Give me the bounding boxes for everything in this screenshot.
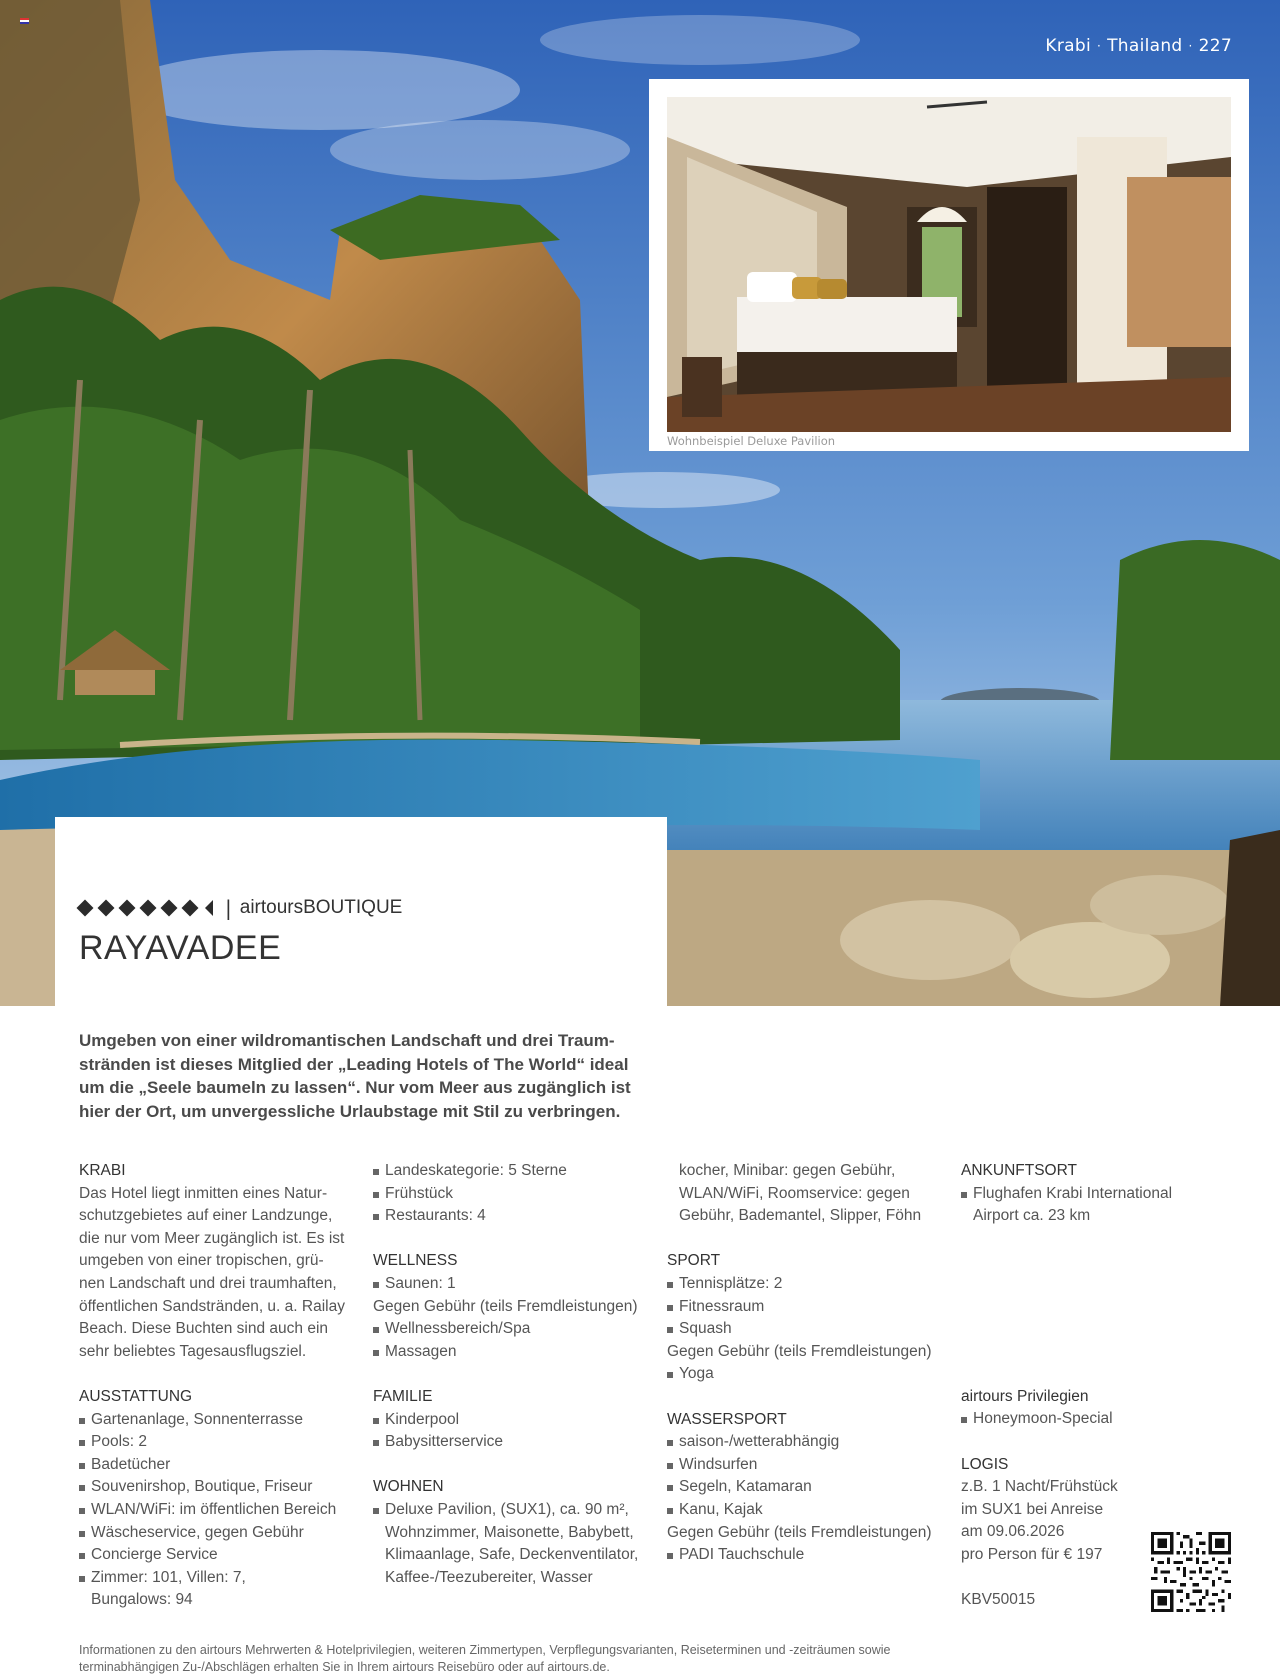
krabi-line: Beach. Diese Buchten sind auch ein xyxy=(79,1320,329,1338)
intro-line: um die „Seele baumeln zu lassen“. Nur vom Meer aus zugänglich ist xyxy=(79,1078,631,1097)
section-heading-wellness: WELLNESS xyxy=(373,1252,458,1270)
sport-list xyxy=(667,1273,947,1341)
rating-diamond-icon xyxy=(77,900,94,917)
krabi-line: nen Landschaft und drei traumhaften, xyxy=(79,1274,337,1292)
wellness-list xyxy=(373,1273,653,1296)
column-2 xyxy=(373,1160,653,1589)
list-item: Wellnessbereich/Spa xyxy=(373,1318,653,1341)
list-item: Saunen: 1 xyxy=(373,1273,653,1296)
rating-diamond-icon xyxy=(119,900,136,917)
krabi-line: umgeben von einer tropischen, grü- xyxy=(79,1252,324,1270)
rating-diamond-icon xyxy=(140,900,157,917)
krabi-line: sehr beliebtes Tagesausflugsziel. xyxy=(79,1342,307,1360)
logis-line: am 09.06.2026 xyxy=(961,1523,1065,1541)
intro-line: Umgeben von einer wildromantischen Landschaft und drei Traum- xyxy=(79,1031,615,1050)
list-item: Kinderpool xyxy=(373,1409,653,1432)
wohnen-line: Klimaanlage, Safe, Deckenventilator, xyxy=(385,1546,639,1564)
privilegien-list xyxy=(961,1408,1221,1431)
intro-text xyxy=(79,1029,639,1123)
list-item: PADI Tauchschule xyxy=(667,1544,947,1567)
list-item: Massagen xyxy=(373,1341,653,1364)
list-item: saison-/wetterabhängig xyxy=(667,1431,947,1454)
room-photo xyxy=(667,97,1231,432)
footer-line: Informationen zu den airtours Mehrwerten & Hotelprivilegien, weiteren Zimmertypen, Verpflegungsvarianten, Reiseterminen und -zeiträumen sowie xyxy=(79,1643,891,1657)
familie-list xyxy=(373,1409,653,1454)
wohnen-line: WLAN/WiFi, Roomservice: gegen xyxy=(679,1184,910,1202)
fee-note: Gegen Gebühr (teils Fremdleistungen) xyxy=(667,1342,932,1360)
intro-line: hier der Ort, um unvergessliche Urlaubstage mit Stil zu verbringen. xyxy=(79,1101,621,1121)
header-region: Krabi xyxy=(1045,36,1091,56)
section-heading-wohnen: WOHNEN xyxy=(373,1478,444,1496)
list-item: Concierge Service xyxy=(79,1544,349,1567)
rating-diamond-icon xyxy=(161,900,178,917)
list-item: Badetücher xyxy=(79,1454,349,1477)
column-1 xyxy=(79,1160,349,1612)
brand-label: airtoursBOUTIQUE xyxy=(239,897,403,918)
rating-half-diamond-icon xyxy=(205,900,213,916)
krabi-line: schutzgebietes auf einer Landzunge, xyxy=(79,1207,333,1225)
list-item: Restaurants: 4 xyxy=(373,1205,653,1228)
intro-line: stränden ist dieses Mitglied der „Leading Hotels of The World“ ideal xyxy=(79,1054,629,1074)
header-country: Thailand xyxy=(1107,36,1183,56)
section-heading-krabi: KRABI xyxy=(79,1162,126,1179)
logis-line: z.B. 1 Nacht/Frühstück xyxy=(961,1478,1118,1496)
hotel-name: RAYAVADEE xyxy=(79,929,282,967)
section-heading-privilegien: airtours Privilegien xyxy=(961,1387,1089,1405)
list-item: Pools: 2 xyxy=(79,1431,349,1454)
footer-line: terminabhängigen Zu-/Abschlägen erhalten Sie in Ihrem airtours Reisebüro oder auf airtours.de. xyxy=(79,1660,610,1674)
qr-code-icon[interactable] xyxy=(1151,1532,1231,1612)
hotel-rating xyxy=(79,895,402,921)
header-dot-separator: · xyxy=(1188,39,1193,53)
page-number: 227 xyxy=(1198,36,1232,56)
photo-caption: Wohnbeispiel Deluxe Pavilion xyxy=(667,434,836,448)
list-item: Kanu, Kajak xyxy=(667,1499,947,1522)
wassersport-list xyxy=(667,1431,947,1521)
room-photo-frame xyxy=(649,79,1249,451)
list-item: Gartenanlage, Sonnenterrasse xyxy=(79,1409,349,1432)
booking-code: KBV50015 xyxy=(961,1591,1036,1609)
list-item: Frühstück xyxy=(373,1183,653,1206)
ankunftsort-list xyxy=(961,1183,1221,1206)
list-item: Souvenirshop, Boutique, Friseur xyxy=(79,1476,349,1499)
list-item: Squash xyxy=(667,1318,947,1341)
list-item: Flughafen Krabi International xyxy=(961,1183,1221,1206)
fee-note: Gegen Gebühr (teils Fremdleistungen) xyxy=(373,1297,638,1315)
wohnen-list xyxy=(373,1499,653,1522)
list-item: Zimmer: 101, Villen: 7, xyxy=(79,1567,349,1590)
list-item: Tennisplätze: 2 xyxy=(667,1273,947,1296)
krabi-line: die nur vom Meer zugänglich ist. Es ist xyxy=(79,1229,345,1247)
hotel-title-box xyxy=(55,817,667,1006)
fee-note: Gegen Gebühr (teils Fremdleistungen) xyxy=(667,1523,932,1541)
krabi-line: Das Hotel liegt inmitten eines Natur- xyxy=(79,1184,328,1202)
ausstattung-list-2 xyxy=(373,1160,653,1228)
section-heading-familie: FAMILIE xyxy=(373,1387,433,1405)
page-header xyxy=(1045,36,1232,56)
ausstattung-list xyxy=(79,1409,349,1590)
section-heading-logis: LOGIS xyxy=(961,1455,1009,1473)
krabi-line: öffentlichen Sandstränden, u. a. Railay xyxy=(79,1297,345,1315)
list-item: Honeymoon-Special xyxy=(961,1408,1221,1431)
list-item: Landeskategorie: 5 Sterne xyxy=(373,1160,653,1183)
rating-diamond-icon xyxy=(98,900,115,917)
rating-diamond-icon xyxy=(182,900,199,917)
list-item: Deluxe Pavilion, (SUX1), ca. 90 m², xyxy=(373,1499,653,1522)
section-heading-ankunftsort: ANKUNFTSORT xyxy=(961,1162,1077,1179)
wohnen-line: Wohnzimmer, Maisonette, Babybett, xyxy=(385,1523,634,1541)
brand-separator: | xyxy=(225,896,232,920)
list-item-continuation: Bungalows: 94 xyxy=(91,1591,193,1609)
list-item: Windsurfen xyxy=(667,1454,947,1477)
wohnen-line: Gebühr, Bademantel, Slipper, Föhn xyxy=(679,1207,922,1225)
language-flag-icon xyxy=(20,18,29,24)
section-heading-wassersport: WASSERSPORT xyxy=(667,1410,787,1428)
wohnen-line: kocher, Minibar: gegen Gebühr, xyxy=(679,1162,896,1179)
section-heading-ausstattung: AUSSTATTUNG xyxy=(79,1387,193,1405)
section-heading-sport: SPORT xyxy=(667,1252,721,1270)
list-item: Wäscheservice, gegen Gebühr xyxy=(79,1522,349,1545)
ankunftsort-line: Airport ca. 23 km xyxy=(973,1207,1091,1225)
footer-note xyxy=(79,1642,1079,1676)
list-item: Fitnessraum xyxy=(667,1296,947,1319)
list-item: Yoga xyxy=(667,1363,947,1386)
list-item: WLAN/WiFi: im öffentlichen Bereich xyxy=(79,1499,349,1522)
sport-list-fee xyxy=(667,1363,947,1386)
list-item: Segeln, Katamaran xyxy=(667,1476,947,1499)
header-dot-separator: · xyxy=(1096,39,1102,53)
logis-line: im SUX1 bei Anreise xyxy=(961,1500,1104,1518)
wellness-list-fee xyxy=(373,1318,653,1363)
wassersport-list-fee xyxy=(667,1544,947,1567)
list-item: Babysitterservice xyxy=(373,1431,653,1454)
column-3 xyxy=(667,1160,947,1567)
logis-line: pro Person für € 197 xyxy=(961,1545,1103,1563)
wohnen-line: Kaffee-/Teezubereiter, Wasser xyxy=(385,1568,593,1586)
